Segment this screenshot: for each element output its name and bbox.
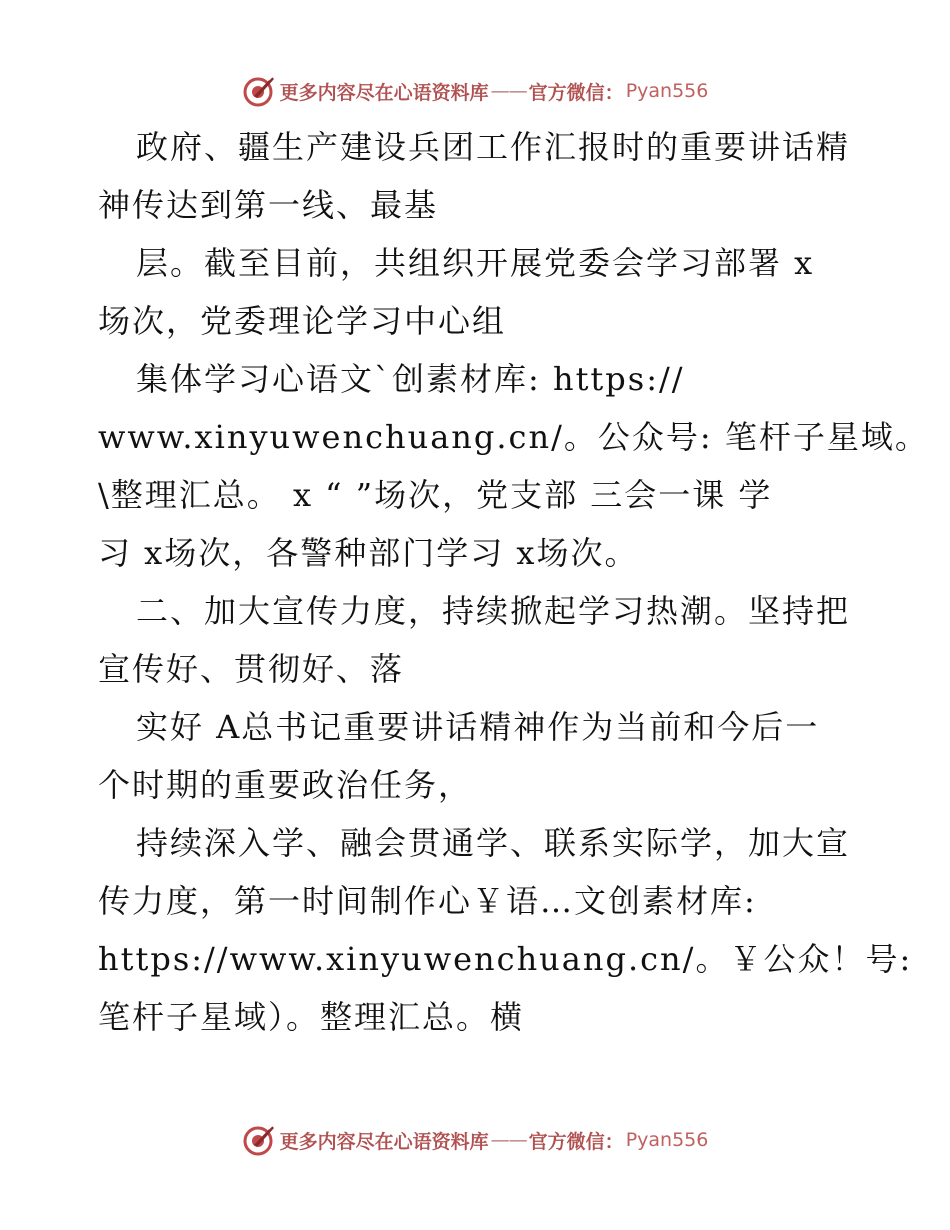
body-line: 持续深入学、融会贯通学、联系实际学，加大宣 bbox=[136, 824, 851, 862]
body-line: 实好 A总书记重要讲话精神作为当前和今后一 bbox=[136, 708, 820, 746]
header-site-text: 更多内容尽在心语资料库 bbox=[279, 81, 489, 104]
body-line: 场次，党委理论学习中心组 bbox=[98, 302, 507, 340]
body-line: 习 x场次，各警种部门学习 x场次。 bbox=[98, 534, 639, 572]
body-line: 层。截至目前，共组织开展党委会学习部署 x bbox=[136, 244, 815, 282]
body-line: 传力度，第一时间制作心￥语…文创素材库: bbox=[98, 882, 757, 920]
footer-banner bbox=[0, 1120, 950, 1160]
header-official-text: 官方微信： bbox=[528, 81, 624, 104]
body-line: 宣传好、贯彻好、落 bbox=[98, 650, 405, 688]
body-line: \整理汇总。 x “ ”场次，党支部 三会一课 学 bbox=[98, 476, 773, 514]
body-line: 笔杆子星域）。整理汇总。横 bbox=[98, 998, 525, 1036]
header-account: Pyan556 bbox=[625, 80, 709, 102]
body-line: 神传达到第一线、最基 bbox=[98, 186, 439, 224]
quill-pen-seal-icon bbox=[242, 1123, 276, 1157]
footer-account: Pyan556 bbox=[625, 1129, 709, 1151]
body-line: 集体学习心语文`创素材库: https:// bbox=[136, 360, 685, 398]
footer-site-text: 更多内容尽在心语资料库 bbox=[279, 1130, 489, 1153]
footer-separator: —— bbox=[490, 1129, 527, 1151]
document-body bbox=[98, 118, 929, 1046]
footer-official-text: 官方微信： bbox=[528, 1130, 624, 1153]
header-separator: —— bbox=[490, 80, 527, 102]
quill-pen-seal-icon bbox=[242, 74, 276, 108]
body-line: https://www.xinyuwenchuang.cn/。￥公众！号: bbox=[98, 940, 913, 978]
body-line: www.xinyuwenchuang.cn/。公众号: 笔杆子星域。 bbox=[98, 418, 929, 456]
body-line: 政府、疆生产建设兵团工作汇报时的重要讲话精 bbox=[136, 128, 851, 166]
body-line: 个时期的重要政治任务， bbox=[98, 766, 473, 804]
body-line: 二、加大宣传力度，持续掀起学习热潮。坚持把 bbox=[136, 592, 851, 630]
header-banner bbox=[0, 71, 950, 111]
